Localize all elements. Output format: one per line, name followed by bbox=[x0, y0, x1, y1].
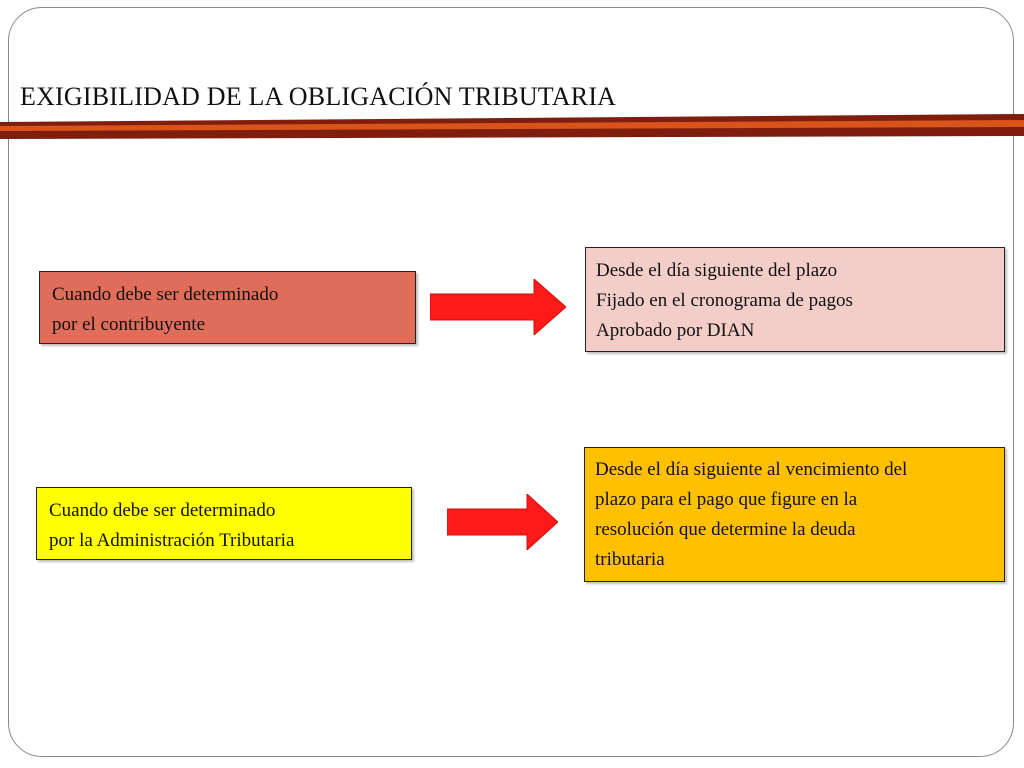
result-text-line: plazo para el pago que figure en la bbox=[595, 489, 858, 510]
condition-box-contribuyente bbox=[39, 271, 416, 344]
result-text-line: tributaria bbox=[595, 549, 665, 570]
result-box-plazo-dian bbox=[585, 247, 1005, 352]
condition-text-line: Cuando debe ser determinado bbox=[49, 500, 276, 521]
result-text-line: Aprobado por DIAN bbox=[596, 320, 755, 341]
result-text-line: resolución que determine la deuda bbox=[595, 519, 856, 540]
right-arrow-icon bbox=[447, 494, 558, 550]
condition-text-line: por la Administración Tributaria bbox=[49, 530, 295, 551]
result-text-line: Desde el día siguiente al vencimiento del bbox=[595, 459, 908, 480]
title-underline-bar bbox=[0, 112, 1024, 142]
condition-text-line: por el contribuyente bbox=[52, 314, 206, 335]
slide-title: EXIGIBILIDAD DE LA OBLIGACIÓN TRIBUTARIA bbox=[20, 82, 617, 111]
condition-box-administracion bbox=[36, 487, 412, 560]
result-box-vencimiento bbox=[584, 447, 1005, 582]
condition-text-line: Cuando debe ser determinado bbox=[52, 284, 279, 305]
result-text-line: Fijado en el cronograma de pagos bbox=[596, 290, 853, 311]
result-text-line: Desde el día siguiente del plazo bbox=[596, 260, 838, 281]
right-arrow-icon bbox=[430, 279, 566, 335]
